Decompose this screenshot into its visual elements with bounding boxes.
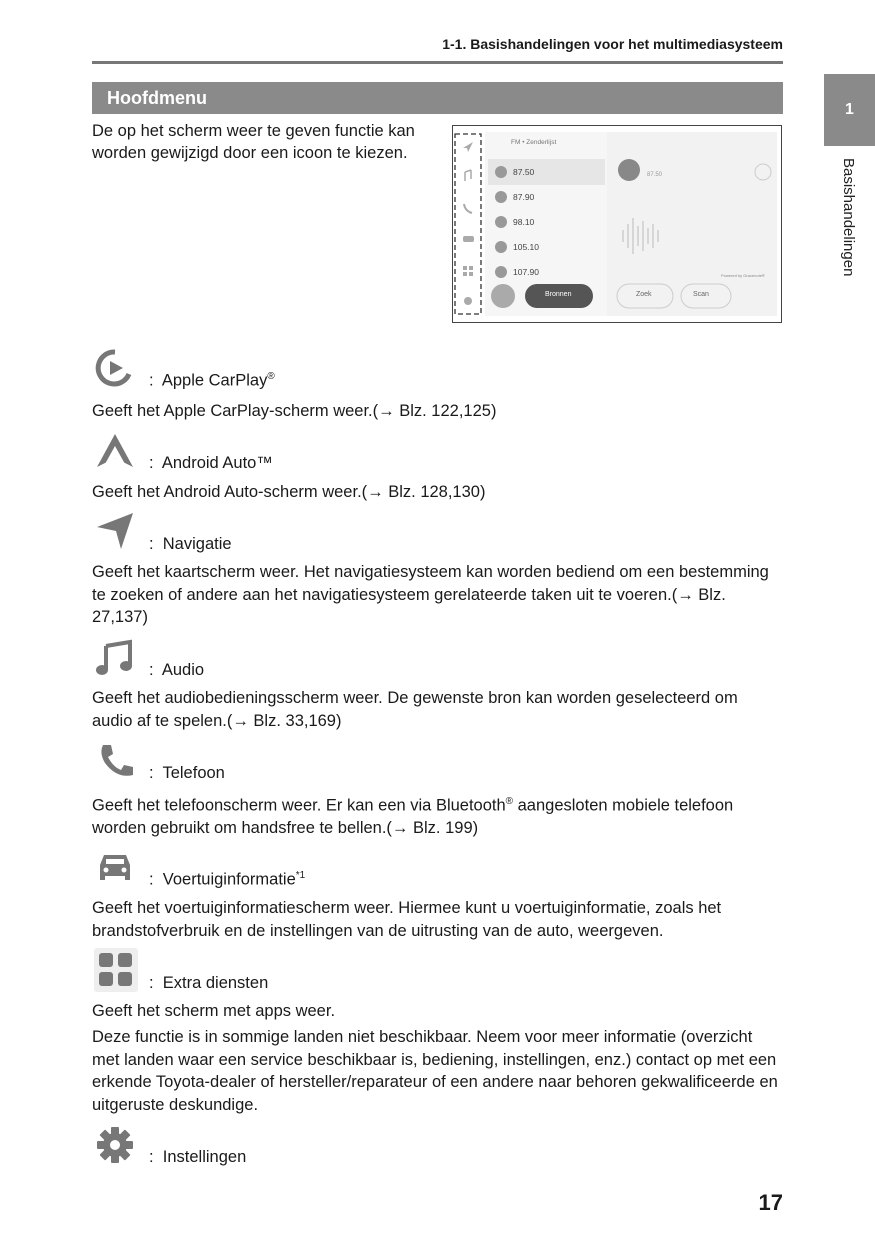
settings-icon (95, 1125, 135, 1165)
extra-note: Deze functie is in sommige landen niet beschikbaar. Neem voor meer informatie (overzicht met landen waar een service beschikbaar is, bediening, instellingen, enz.) contact op met een erkende Toyota-dealer of hersteller/reparateur of een andere naar behoren gekwalificeerde en uitgeruste deskundige. (92, 1028, 778, 1114)
settings-icon (464, 297, 472, 305)
android-auto-desc: Geeft het Android Auto-scherm weer.(→ Blz. 128,130) (92, 483, 486, 501)
carplay-title: : Apple CarPlay® (149, 371, 275, 390)
navigation-icon (95, 511, 135, 551)
navigation-desc: Geeft het kaartscherm weer. Het navigatiesysteem kan worden bediend om een bestemming te zoeken of andere aan het navigatiesysteem gerelateerde taken uit te voeren.(→ Blz. 27,137) (92, 563, 769, 626)
android-auto-icon (95, 431, 135, 471)
phone-icon (97, 741, 137, 781)
page-number: 17 (758, 1190, 783, 1215)
station-item: 105.10 (513, 242, 539, 252)
station-item: 107.90 (513, 267, 539, 277)
chapter-label: Basishandelingen (840, 158, 857, 277)
chapter-tab (824, 74, 875, 146)
sources-button: Bronnen (545, 291, 572, 298)
header-rule (92, 61, 783, 64)
audio-desc: Geeft het audiobedieningsscherm weer. De gewenste bron kan worden geselecteerd om audio af te spelen.(→ Blz. 33,169) (92, 689, 738, 730)
vehicle-title: : Voertuiginformatie$^{*1}$ (149, 870, 306, 889)
intro-text: De op het scherm weer te geven functie kan worden gewijzigd door een icoon te kiezen. (92, 122, 415, 162)
section-title: Hoofdmenu (107, 88, 207, 108)
audio-icon (95, 638, 135, 678)
station-item: 98.10 (513, 217, 535, 227)
apps-icon (463, 266, 467, 270)
screen-breadcrumb: FM • Zenderlijst (511, 139, 557, 146)
settings-title: : Instellingen (149, 1148, 247, 1166)
vehicle-icon (95, 847, 135, 887)
search-button: Zoek (636, 291, 652, 298)
running-header: 1-1. Basishandelingen voor het multimediasysteem (442, 36, 783, 52)
scan-button: Scan (693, 291, 709, 298)
now-playing: 87.50 (647, 172, 663, 178)
screen-illustration (452, 125, 782, 323)
station-item: 87.50 (513, 167, 535, 177)
phone-desc: Geeft het telefoonscherm weer. Er kan een via Bluetooth® aangesloten mobiele telefoon worden gebruikt om handsfree te bellen.(→ Blz. 199) (92, 796, 734, 837)
extra-desc: Geeft het scherm met apps weer. (92, 1002, 336, 1020)
android-auto-title: : Android Auto™ (149, 454, 273, 472)
carplay-icon (95, 348, 135, 388)
carplay-desc: Geeft het Apple CarPlay-scherm weer.(→ Blz. 122,125) (92, 402, 497, 420)
extra-title: : Extra diensten (149, 974, 269, 992)
station-item: 87.90 (513, 192, 535, 202)
navigation-title: : Navigatie (149, 535, 232, 553)
phone-title: : Telefoon (149, 764, 225, 782)
vehicle-desc: Geeft het voertuiginformatiescherm weer. Hiermee kunt u voertuiginformatie, zoals het brandstofverbruik en de instellingen van de uitrusting van de auto, weergeven. (92, 899, 722, 940)
apps-icon (94, 948, 138, 992)
chapter-number: 1 (845, 101, 854, 118)
powered-by: Powered by Gracenote® (721, 273, 765, 278)
car-icon (463, 236, 474, 242)
audio-title: : Audio (149, 661, 205, 679)
